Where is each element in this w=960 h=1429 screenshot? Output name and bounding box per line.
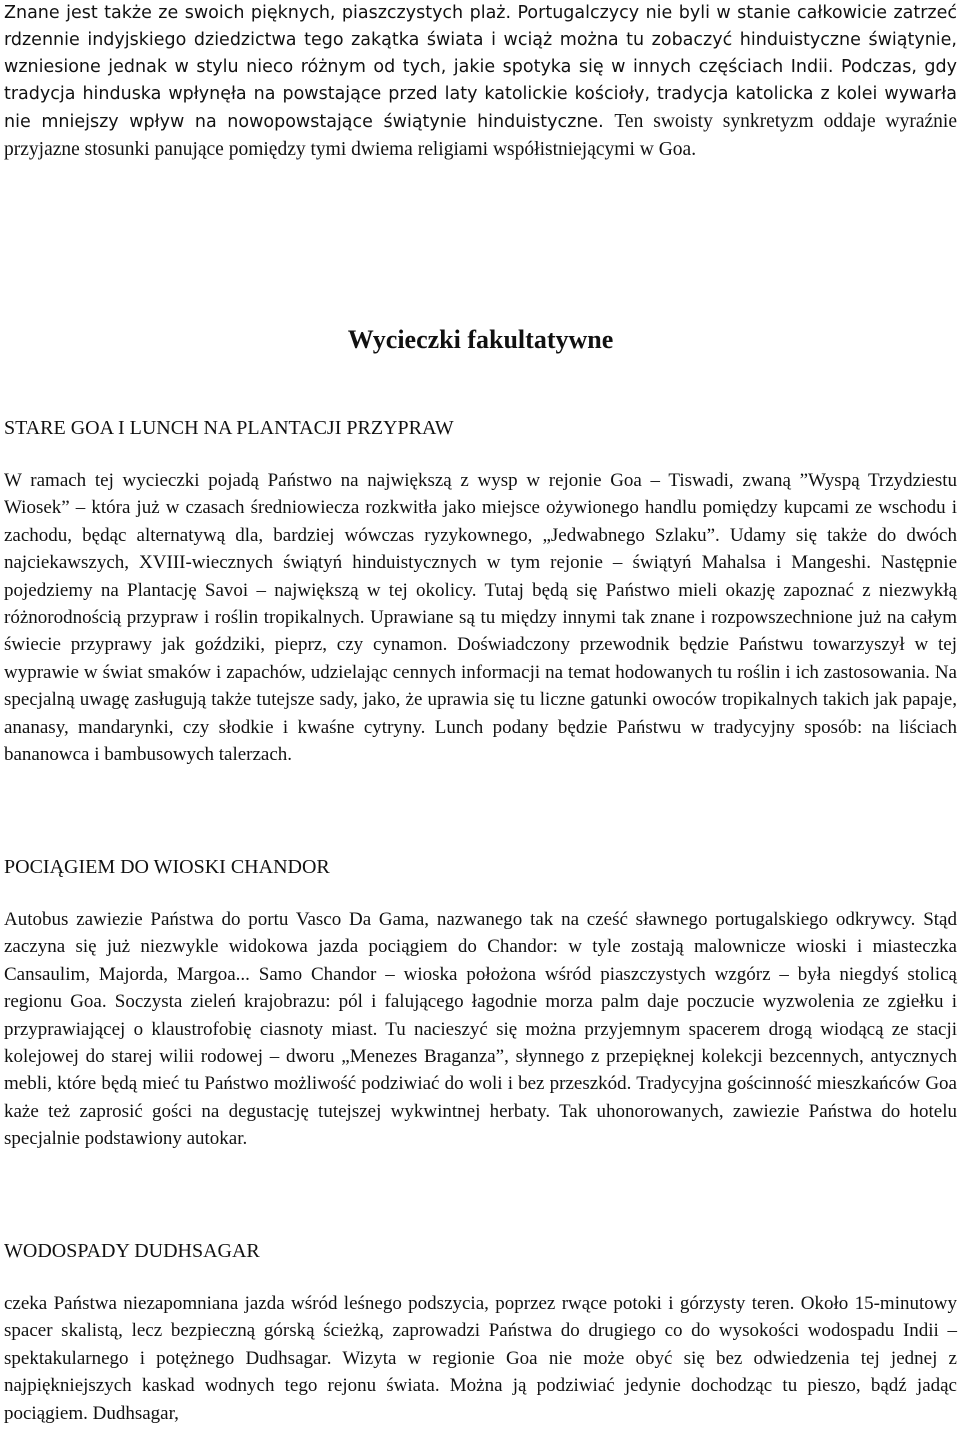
document-page: [4, 0, 957, 1424]
excursion-description: W ramach tej wycieczki pojadą Państwo na największą z wysp w rejonie Goa – Tiswadi, zwaną ”Wyspą Trzydziestu Wiosek” – która już w czasach średniowiecza rozkwitła jako miejsce ożywionego handlu pomiędzy kupcami ze wschodu i zachodu, będąc alternatywą dla, bardziej wówczas ryzykownego, „Jedwabnego Szlaku”. Udamy się także do dwóch najciekawszych, XVIII-wiecznych świątyń hinduistycznych w tym rejonie – świątyń Mahalsa i Mangeshi. Następnie pojedziemy na Plantację Savoi – największą w tej okolicy. Tutaj będą się Państwo mieli okazję zapoznać z niezwykłą różnorodnością przypraw i roślin tropikalnych. Uprawiane są tu między innymi tak znane i rozpowszechnione już na całym świecie przyprawy jak goździki, pieprz, czy cynamon. Doświadczony przewodnik będzie Państwu towarzyszył w tej wyprawie w świat smaków i zapachów, udzielając cennych informacji na temat hodowanych tu roślin i ich zastosowania. Na specjalną uwagę zasługują także tutejsze sady, jako, że uprawia się tu liczne gatunki owoców tropikalnych takich jak papaje, ananasy, mandarynki, czy słodkie i kwaśne cytryny. Lunch podany będzie Państwu w tradycyjny sposób: na liściach bananowca i bambusowych talerzach.: [4, 470, 957, 766]
intro-sentence-3: Ten swoisty synkretyzm oddaje wyraźnie przyjazne stosunki panujące pomiędzy tymi dwiema religiami współistniejącymi w Goa.: [4, 111, 957, 160]
excursion-chandor: [4, 853, 957, 1153]
excursion-dudhsagar: [4, 1237, 957, 1427]
intro-sentence-2: Podczas, gdy tradycja hinduska wpłynęła na powstające przed laty katolickie kościoły, tradycja katolicka z kolei wywarła nie mniejszy wpływ na nowopowstające świątynie hinduistyczne.: [4, 57, 957, 132]
excursion-stare-goa: [4, 414, 957, 768]
excursion-description: Autobus zawiezie Państwa do portu Vasco Da Gama, nazwanego tak na cześć sławnego portugalskiego odkrywcy. Stąd zaczyna się już niezwykle widokowa jazda pociągiem do Chandor: w tyle zostają malownicze wioski i miasteczka Cansaulim, Majorda, Margoa... Samo Chandor – wioska położona wśród piaszczystych wzgórz – była niegdyś stolicą regionu Goa. Soczysta zieleń krajobrazu: pól i falującego łagodnie morza palm daje poczucie wyzwolenia ze zgiełku i przyprawiającej o klaustrofobię ciasnoty miast. Tu nacieszyć się można przyjemnym spacerem drogą wiodącą ze stacji kolejowej do starej wilii rodowej – dworu „Menezes Braganza”, słynnego z przepięknej kolekcji bezcennych, antycznych mebli, które będą mieć tu Państwo możliwość podziwiać do woli i bez przeszkód. Tradycyjna gościnność mieszkańców Goa każe też zaprosić gości na degustację tutejszej wykwintnej herbaty. Tak uhonorowanych, zawiezie Państwa do hotelu specjalnie podstawiony autokar.: [4, 909, 957, 1150]
intro-sentence-1: Znane jest także ze swoich pięknych, piaszczystych plaż. Portugalczycy nie byli w stanie całkowicie zatrzeć rdzennie indyjskiego dziedzictwa tego zakątka świata i wciąż można tu zobaczyć hinduistyczne świątynie, wzniesione jednak w stylu nieco różnym od tych, jakie spotyka się w innych częściach Indii.: [4, 3, 957, 77]
section-title: Wycieczki fakultatywne: [347, 325, 614, 354]
excursion-title: POCIĄGIEM DO WIOSKI CHANDOR: [4, 856, 330, 878]
excursion-title: STARE GOA I LUNCH NA PLANTACJI PRZYPRAW: [4, 417, 454, 439]
excursion-title: WODOSPADY DUDHSAGAR: [4, 1240, 260, 1262]
intro-paragraph: [4, 0, 957, 164]
excursion-description: czeka Państwa niezapomniana jazda wśród leśnego podszycia, poprzez rwące potoki i górzysty teren. Około 15-minutowy spacer skalistą, lecz bezpieczną górską ścieżką, zaprowadzi Państwa do drugiego co do wysokości wodospadu Indii – spektakularnego i potężnego Dudhsagar. Wizyta w regionie Goa nie może obyć się bez odwiedzenia tej jednej z najpiękniejszych kaskad wodnych tego rejonu świata. Można ją podziwiać jedynie dochodząc tu pieszo, bądź jadąc pociągiem. Dudhsagar,: [4, 1293, 957, 1424]
